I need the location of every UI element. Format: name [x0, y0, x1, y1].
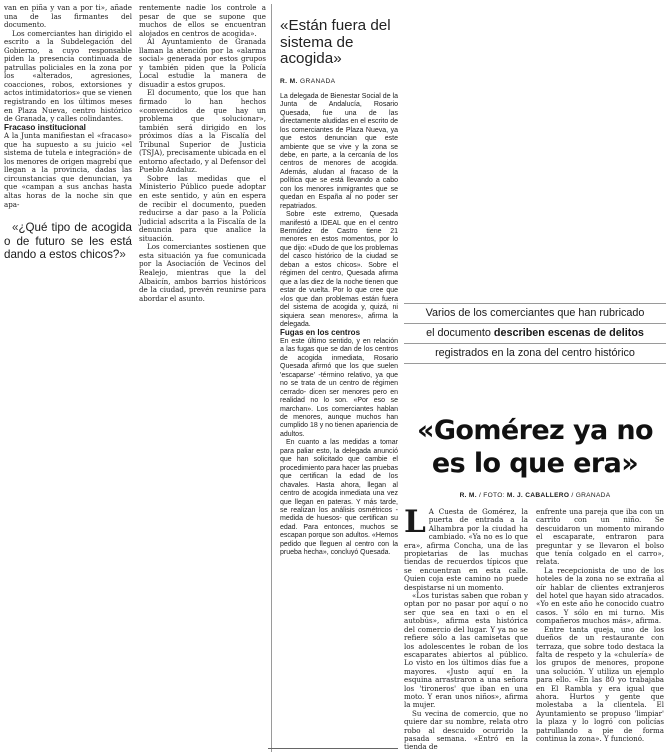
story-column-1	[404, 504, 528, 752]
paragraph: Sobre las medidas que el Ministerio Público puede adoptar en este sentido, y aún en espera de recibir el documento, pueden reducirse a dar paso a la Policía Judicial adscrita a la Fiscalía de la denuncia para que analice la situación.	[139, 173, 266, 243]
subheading: Fugas en los centros	[280, 328, 361, 338]
paragraph: A la Junta manifiestan el «fracaso» que ha supuesto a su juicio «el sistema de tutela e integración» de los menores de origen magrebí que llegan a la provincia, dadas las circunstancias que denuncian, ya que «campan a sus anchas hasta altas horas de la noche sin que apa-	[4, 131, 132, 209]
sidebar-byline: R. M. GRANADA	[280, 77, 336, 85]
divider	[268, 748, 398, 749]
paragraph: Al Ayuntamiento de Granada llaman la atención por la «alarma social» generada por estos grupos y también piden que la Policía Local estudie la manera de disuadir a estos grupos.	[139, 37, 266, 89]
article-headline: «Gomérez ya no es lo que era»	[417, 415, 653, 479]
paragraph: Sobre este extremo, Quesada manifestó a IDEAL que en el centro Bermúdez de Castro tiene 21 menores en estos momentos, por lo que dijo: «Dudo de que los problemas del casco histórico de la ciudad se deban a estos chicos». Sobre el régimen del centro, Quesada afirma que a las diez de la noche tienen que estar de vuelta. Por lo que cree que «los que dan problemas están fuera del sistema de acogida y, quizá, ni siquiera sean menores», afirma la delegada.	[280, 211, 398, 329]
deck-line: Varios de los comerciantes que han rubricado	[404, 303, 666, 323]
paragraph: Los comerciantes sostienen que esta situación ya fue comunicada por la Asociación de Vecinos del Realejo, mientras que la del Albaicín, ambos barrios históricos de la ciudad, prevén reunirse para abordar el asunto.	[139, 242, 266, 303]
paragraph: Su vecina de comercio, que no quiere dar su nombre, relata otro robo al descuido ocurrido la pasada semana. «Entró en la tienda de	[404, 708, 528, 752]
paragraph: La delegada de Bienestar Social de la Junta de Andalucía, Rosario Quesada, fue una de las directamente aludidas en el escrito de los comerciantes de Plaza Nueva, ya que estos denuncian que este ambiente que se vive y la zona se debe, en parte, a la cercanía de los centros de menores de acogida. Además, aludan al fracaso de la política que se está llevando a cabo con los menores inmigrantes que se quedan en España al no poder ser repatriados.	[280, 92, 398, 210]
story-column-2	[536, 508, 664, 743]
paragraph: Entre tanta queja, uno de los dueños de un restaurante con terraza, que sobre todo destaca la falta de respeto y la «chulería» de los grupos de menores, propone una solución. Y utiliza un ejemplo para ello. «En las 80 yo trabajaba en El Rambla y era igual que ahora. Hurtos y gente que molestaba a la clientela. El Ayuntamiento se propuso 'limpiar' la plaza y lo logró con policías patrullando a pie de forma continua la zona». Y funcionó.	[536, 624, 664, 743]
paragraph: El documento, que los que han firmado lo han hechos «convencidos de que hay un problema que solucionar», también será dirigido en los próximos días a la Fiscalía del Tribunal Superior de Justicia (TSJA), precisamente ubicada en el entorno afectado, y al Defensor del Pueblo Andaluz.	[139, 88, 266, 175]
paragraph: La recepcionista de uno de los hoteles de la zona no se extraña al oír hablar de clientes extranjeros del hotel que hayan sido atracados. «Yo en este año he conocido cuatro casos. Y sólo en mi turno. Mis compañeros muchos más», afirma.	[536, 565, 664, 626]
article-deck	[404, 303, 666, 364]
sidebar-box	[271, 4, 400, 752]
paragraph: enfrente una pareja que iba con un carrito con un niño. Se descuidaron un momento mirando el escaparate, entraron para preguntar y se llevaron el bolso que tenía colgado en el carro», relata.	[536, 507, 664, 567]
paragraph: En cuanto a las medidas a tomar para paliar esto, la delegada anunció que han solicitado que cambie el procedimiento para hacer las pruebas que certifican la edad de los chavales. Hasta ahora, llegan al centro de acogida inmediata una vez que llegan en pateras. Y más tarde, se realizan los análisis osmétricos -medida de huesos- que certifican su edad. Para entonces, muchos se escapan porque son adultos. «Hemos pedido que lleguen al centro con la prueba hecha», concluyó Quesada.	[280, 439, 398, 557]
paragraph: van en piña y van a por ti», añade una de las firmantes del documento.	[4, 3, 132, 30]
article-credit: R. M. / FOTO: M. J. CABALLERO / GRANADA	[459, 492, 611, 499]
deck-line: registrados en la zona del centro histórico	[404, 343, 666, 364]
article-column-2	[139, 4, 266, 303]
paragraph: Los comerciantes han dirigido el escrito a la Subdelegación del Gobierno, a cuyo responsable piden la presencia continuada de patrullas policiales en la zona por los «alterados, agresiones, coacciones, robos, extorsiones y actos intimidatorios» que se vienen registrando en los últimos meses en Plaza Nueva, centro histórico de Granada, y calles colindantes.	[4, 28, 132, 124]
paragraph: rentemente nadie los controle a pesar de que se supone que muchos de ellos se encuentran alojados en centros de acogida».	[139, 3, 266, 38]
paragraph: L A Cuesta de Gomérez, la puerta de entrada a la Alhambra por la ciudad ha cambiado. «Ya no es lo que era», afirma Concha, una de las propietarias de las muchas tiendas de recuerdos típicos que se encuentran en esta calle. Quien coja este camino no puede despistarse ni un momento.	[404, 504, 528, 592]
pull-quote: «¿Qué tipo de acogida o de futuro se les está dando a estos chicos?»	[4, 221, 132, 262]
drop-cap: L	[404, 504, 426, 540]
paragraph: En este último sentido, y en relación a las fugas que se dan de los centros de acogida inmediata, Rosario Quesada afirmó que los que suelen 'escaparse' -término relativo, ya que no se trata de un centro de régimen cerrado- dicen ser menores pero en realidad no lo son. «Por eso se marchan». Los comerciantes hablan de menores, aunque muchos han cumplido 18 y no tienen apariencia de adultos.	[280, 337, 398, 438]
sidebar-title: «Están fuera del sistema de acogida»	[280, 17, 391, 68]
subheading: Fracaso institucional	[4, 122, 86, 132]
article-column-1	[4, 4, 132, 262]
paragraph: «Los turistas saben que roban y optan por no pasar por aquí o no ser que sea en taxi o en el autobús», afirma esta histórica del comercio del lugar. Y ya no se refiere sólo a las camisetas que los adolescentes le roban de los escaparates abiertos al público. Lo visto en los últimos días fue a mayores. «Justo aquí en la esquina arrastraron a una señora los 'tironeros' que iban en una moto. Y eran unos niños», afirma la mujer.	[404, 591, 528, 710]
deck-line: el documento describen escenas de delitos	[404, 323, 666, 343]
sidebar-text	[280, 93, 398, 558]
